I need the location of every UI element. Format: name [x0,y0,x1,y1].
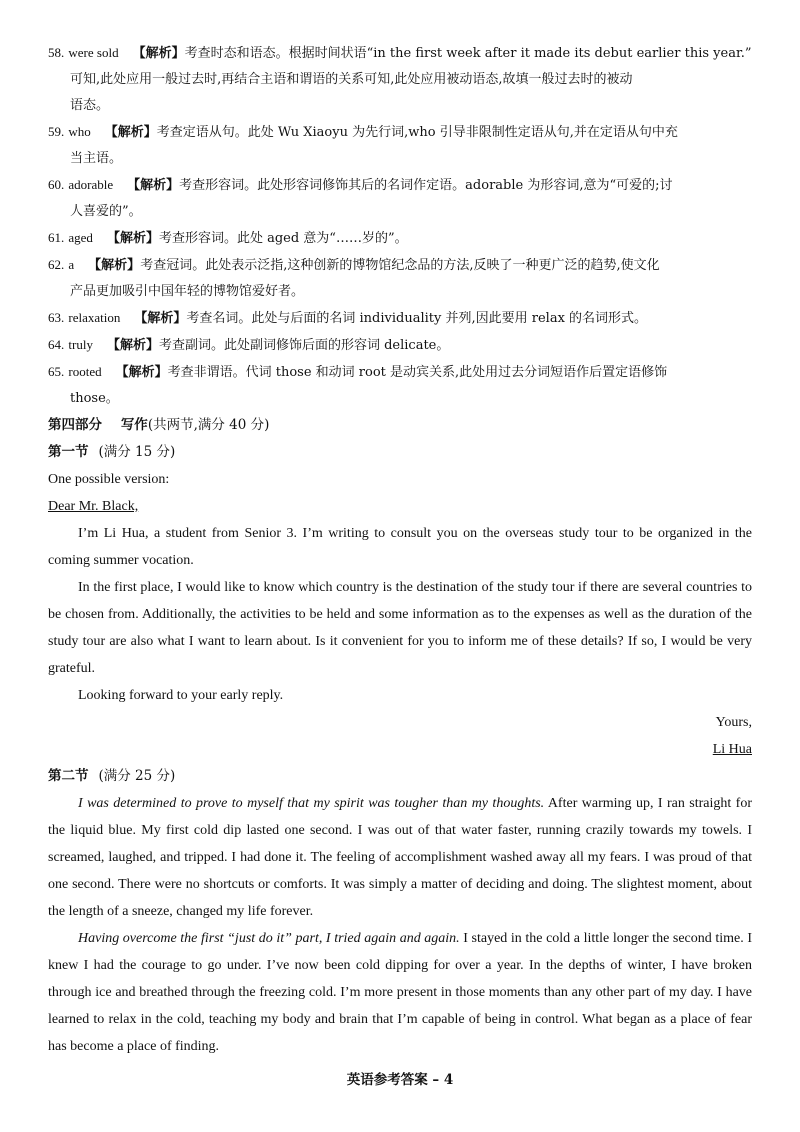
answer-word: who [68,124,91,139]
letter-salutation: Dear Mr. Black, [48,499,139,514]
section1-heading [48,439,752,466]
answer-item [48,252,752,279]
analysis-continuation: those。 [70,391,119,406]
answer-list [48,40,752,412]
answer-item [48,225,752,252]
part4-heading [48,412,752,439]
analysis-text: 考查定语从句。此处 Wu Xiaoyu 为先行词,who 引导非限制性定语从句,并在定语从句中充 [156,125,678,140]
letter-intro: One possible version: [48,472,170,487]
part4-score: (共两节,满分 40 分) [147,417,270,433]
analysis-tag: 【解析】 [115,365,168,380]
answer-item [48,305,752,332]
question-number: 58. [48,45,65,60]
analysis-text: 考查形容词。此处形容词修饰其后的名词作定语。adorable 为形容词,意为“可爱的;讨 [179,178,673,193]
question-number: 62. [48,257,65,272]
answer-word: relaxation [68,310,121,325]
analysis-text: 考查非谓语。代词 those 和动词 root 是动宾关系,此处用过去分词短语作后置定语修饰 [167,365,668,380]
answer-word: adorable [68,177,114,192]
analysis-tag: 【解析】 [132,46,185,61]
analysis-continuation: 可知,此处应用一般过去时,再结合主语和谓语的关系可知,此处应用被动语态,故填一般过去时的被动 [70,72,633,87]
answer-item [48,172,752,199]
letter-paragraph: In the first place, I would like to know which country is the destination of the study tour if there are several countries to be chosen from. Additionally, the activities to be held and some information as to the expenses as well as the duration of the study tour are also what I want to learn about. Is it convenient for you to inform me of these details? If so, I would be very grateful. [48,580,752,676]
answer-word: rooted [68,364,102,379]
section1-score: (满分 15 分) [98,444,176,460]
analysis-text: 考查时态和语态。根据时间状语“in the first week after it made its debut earlier this year.” [184,46,752,61]
part4-title: 第四部分 [48,417,102,433]
story-text: I stayed in the cold a little longer the second time. I knew I had the courage to go under. I’ve now been cold dipping for over a year. In the depths of winter, I have broken through ice and breathed through the freezing cold. I’m more present in those moments than any other part of my day. I have learned to relax in the cold, teaching my body and brain that I’m capable of being in control. What began as a place of fear has become a place of finding. [48,931,752,1054]
section2-title: 第二节 [48,768,89,784]
question-number: 64. [48,337,65,352]
letter-closing: Yours, [715,715,752,730]
story-text: After warming up, I ran straight for the liquid blue. My first cold dip lasted one second. I was out of that water faster, running crazily towards my towels. I screamed, laughed, and tripped. I had done it. The feeling of accomplishment washed away all my fears. I was proud of that one second. There were no shortcuts or comforts. It was simply a matter of deciding and doing. The slightest moment, about the length of a sneeze, changed my life forever. [48,796,753,919]
analysis-tag: 【解析】 [134,311,187,326]
analysis-text: 考查形容词。此处 aged 意为“……岁的”。 [158,231,408,246]
analysis-tag: 【解析】 [106,338,159,353]
answer-item [48,40,752,67]
story-lead-sentence: I was determined to prove to myself that my spirit was tougher than my thoughts. [78,796,545,811]
analysis-continuation: 当主语。 [70,151,123,166]
letter-paragraph: Looking forward to your early reply. [78,688,284,703]
answer-word: a [68,257,75,272]
letter-paragraph: I’m Li Hua, a student from Senior 3. I’m writing to consult you on the overseas study tour to be organized in the coming summer vocation. [48,526,752,568]
question-number: 61. [48,230,65,245]
answer-item [48,332,752,359]
letter-signature: Li Hua [712,742,752,757]
section2-heading [48,763,752,790]
answer-word: truly [68,337,93,352]
analysis-text: 考查名词。此处与后面的名词 individuality 并列,因此要用 relax 的名词形式。 [186,311,648,326]
analysis-text: 考查副词。此处副词修饰后面的形容词 delicate。 [158,338,450,353]
answer-word: aged [68,230,93,245]
answer-item [48,119,752,146]
question-number: 65. [48,364,65,379]
question-number: 59. [48,124,65,139]
question-number: 63. [48,310,65,325]
analysis-tag: 【解析】 [106,231,159,246]
story-lead-sentence: Having overcome the first “just do it” part, I tried again and again. [78,931,460,946]
analysis-continuation: 产品更加吸引中国年轻的博物馆爱好者。 [70,284,305,299]
story-paragraph [48,925,752,1060]
question-number: 60. [48,177,65,192]
analysis-tag: 【解析】 [88,258,141,273]
answer-item [48,359,752,386]
analysis-tag: 【解析】 [127,178,180,193]
analysis-continuation: 人喜爱的”。 [70,204,142,219]
page-footer: 英语参考答案 – 4 [346,1072,454,1088]
part4-label: 写作 [120,417,148,433]
answer-word: were sold [68,45,119,60]
section2-score: (满分 25 分) [98,768,176,784]
analysis-continuation: 语态。 [70,98,110,113]
analysis-text: 考查冠词。此处表示泛指,这种创新的博物馆纪念品的方法,反映了一种更广泛的趋势,使文化 [140,258,660,273]
analysis-tag: 【解析】 [104,125,157,140]
story-paragraph [48,790,752,925]
section1-title: 第一节 [48,444,89,460]
